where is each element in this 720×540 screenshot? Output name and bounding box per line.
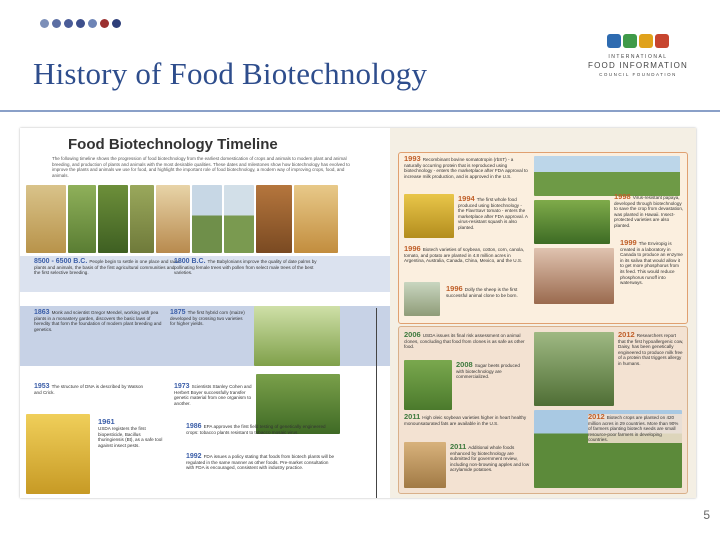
photo-potatoes [404, 442, 446, 488]
entry-text: Scientists Stanley Cohen and Herbert Boyer successfully transfer genetic material from one organism to another. [174, 384, 252, 406]
logo-line-1: INTERNATIONAL [608, 54, 668, 60]
timeline-entry [446, 286, 526, 298]
entry-year: 8500 - 6500 B.C. [34, 258, 88, 265]
timeline-poster [20, 128, 696, 498]
timeline-entry [34, 259, 182, 276]
timeline-entry [174, 259, 324, 276]
photo-pig [534, 248, 614, 304]
timeline-entry [404, 156, 530, 179]
photo-tomatoes-squash [404, 194, 454, 238]
photo-corn-stalks [98, 185, 128, 253]
entry-text: The first hybrid corn (maize) developed by crossing two varieties for higher yields. [170, 310, 245, 327]
entry-year: 2006 [404, 330, 421, 339]
logo-icons [588, 34, 688, 48]
timeline-entry [614, 194, 684, 229]
dot [64, 19, 73, 28]
entry-year: 2012 [588, 412, 605, 421]
timeline-divider [376, 308, 377, 498]
dot [112, 19, 121, 28]
entry-text: Virus-resistant papaya, developed through biotechnology to save the crop from devastation, was planted in Hawaii. Insect-protected varieties are also planted. [614, 195, 684, 228]
entry-year: 1973 [174, 383, 190, 390]
photo-field [130, 185, 154, 253]
poster-intro: The following timeline shows the progression of food biotechnology from the earliest domestication of crops and animals to modern plant and animal breeding, and production of plants and animals with the most desirable qualities. These dates and milestones show how biotechnology has evolved to improve the plants and animals we use for food, and highlight the important role of food biotechnology, a modern way of improving crops, food, and animals. [52, 156, 350, 178]
poster-right-panel [394, 128, 696, 498]
dot [100, 19, 109, 28]
logo-line-2: FOOD INFORMATION [588, 61, 688, 70]
timeline-entry [174, 384, 254, 406]
timeline-entry [404, 414, 528, 426]
entry-text: The structure of DNA is described by Watson and Crick. [34, 384, 144, 395]
entry-year: 1986 [186, 423, 202, 430]
timeline-entry [186, 454, 336, 471]
timeline-entry [620, 240, 684, 286]
entry-text: Biotech varieties of soybean, cotton, corn, canola, tomato, and potato are planted in 4.8 million acres in Argentina, Australia, Canada, China, Mexico, and the U.S. [404, 247, 525, 264]
photo-papaya [534, 200, 610, 244]
photo-bread [156, 185, 190, 253]
timeline-entry [588, 414, 682, 443]
entry-text: Dolly the sheep is the first successful animal clone to be born. [446, 287, 518, 298]
entry-year: 1875 [170, 309, 186, 316]
timeline-entry [34, 384, 144, 395]
page-number: 5 [703, 508, 710, 522]
entry-text: Researchers report that the first hypoallergenic cow, Daisy, has been genetically engineered to produce milk free of a protein that triggers allergy in humans. [618, 333, 684, 366]
photo-dates [256, 185, 292, 253]
logo-line-3: COUNCIL FOUNDATION [599, 72, 677, 77]
timeline-entry [186, 424, 336, 435]
entry-year: 1863 [34, 309, 50, 316]
photo-sheep [404, 282, 440, 316]
entry-year: 1999 [620, 238, 637, 247]
entry-text: EPA approves the first field testing of genetically engineered crops: tobacco plants resistant to tobacco mosaic virus. [186, 424, 326, 435]
poster-title: Food Biotechnology Timeline [68, 136, 278, 153]
entry-text: People begin to settle in one place and raise plants and animals, the basis of the first agricultural communities and the first selective breeding. [34, 259, 180, 276]
entry-year: 1993 [404, 154, 421, 163]
photo-grain [26, 185, 66, 253]
ific-logo [588, 34, 688, 100]
entry-text: Additional whole foods enhanced by biotechnology are submitted for government review, including non-browning apples and low acrylamide potatoes. [450, 445, 530, 473]
entry-text: Monk and scientist Gregor Mendel, working with pea plants in a monastery garden, discovers the basic laws of heredity that form the foundation of modern plant breeding and genetics. [34, 310, 162, 332]
entry-text: FDA issues a policy stating that foods from biotech plants will be regulated in the same manner as other foods. Pre-market consultation with FDA is encouraged, consistent with industry practice. [186, 454, 335, 471]
entry-text: Sugar beets produced with biotechnology are commercialized. [456, 363, 520, 380]
entry-text: High oleic soybean varieties higher in heart healthy monounsaturated fats are available in the U.S. [404, 415, 527, 426]
entry-text: USDA registers the first biopesticide, Bacillus thuringiensis (Bt), as a safe tool against insect pests. [98, 426, 163, 448]
timeline-entry [458, 196, 528, 231]
entry-year: 1800 B.C. [174, 258, 206, 265]
logo-tile-icon [639, 34, 653, 48]
timeline-entry [404, 246, 526, 264]
dot [52, 19, 61, 28]
slide-title: History of Food Biotechnology [33, 56, 428, 91]
entry-year: 2011 [450, 442, 467, 451]
dot [76, 19, 85, 28]
entry-year: 1994 [458, 194, 475, 203]
entry-text: USDA issues its final risk assessment on animal clones, concluding that food from clones is as safe as other food. [404, 333, 525, 350]
entry-text: The Enviropig is created in a laboratory in Canada to produce an enzyme in its saliva that would allow it to get more phosphorus from its feed. This would reduce phosphorus runoff into waterways. [620, 241, 683, 286]
entry-text: Recombinant bovine somatotropin (rbST) - a naturally occurring protein that is reproduced using biotechnology - enters the marketplace after FDA approval to increase milk production, and is approved in the U.S. [404, 157, 528, 179]
entry-year: 2011 [404, 412, 421, 421]
photo-dairy-cow [534, 332, 614, 406]
logo-tile-icon [655, 34, 669, 48]
entry-year: 1998 [614, 192, 631, 201]
photo-sugar-beets [404, 360, 452, 410]
timeline-entry [456, 362, 528, 380]
entry-text: Biotech crops are planted on 420 million acres in 29 countries. More than 90% of farmers planting biotech seeds are small resource-poor farmers in developing countries. [588, 415, 679, 443]
entry-year: 1996 [446, 284, 463, 293]
entry-year: 2008 [456, 360, 473, 369]
logo-tile-icon [623, 34, 637, 48]
photo-cow-2 [224, 185, 254, 253]
entry-year: 1992 [186, 453, 202, 460]
poster-left-panel [20, 128, 390, 498]
photo-corn-field [254, 306, 340, 366]
photo-pasta [294, 185, 338, 253]
logo-tile-icon [607, 34, 621, 48]
timeline-entry [618, 332, 684, 367]
timeline-entry [34, 310, 164, 332]
photo-corn-cobs [26, 414, 90, 494]
dot [40, 19, 49, 28]
header-rule [0, 110, 720, 112]
entry-text: The Babylonians improve the quality of date palms by pollinating female trees with pollen from select male trees of the best varieties. [174, 259, 317, 276]
entry-year: 2012 [618, 330, 635, 339]
decorative-dots [40, 19, 121, 28]
dot [88, 19, 97, 28]
photo-peas [68, 185, 96, 253]
photo-dairy-cows [534, 156, 680, 196]
entry-year: 1996 [404, 244, 421, 253]
timeline-entry [170, 310, 248, 327]
entry-year: 1953 [34, 383, 50, 390]
entry-text: The first whole food produced using biotechnology - the FlavrSavr tomato - enters the marketplace after FDA approval. A virus-resistant squash is also planted. [458, 197, 528, 230]
timeline-entry [98, 418, 164, 448]
timeline-entry [450, 444, 530, 473]
timeline-entry [404, 332, 528, 350]
photo-cow [192, 185, 222, 253]
entry-year: 1961 [98, 417, 115, 426]
